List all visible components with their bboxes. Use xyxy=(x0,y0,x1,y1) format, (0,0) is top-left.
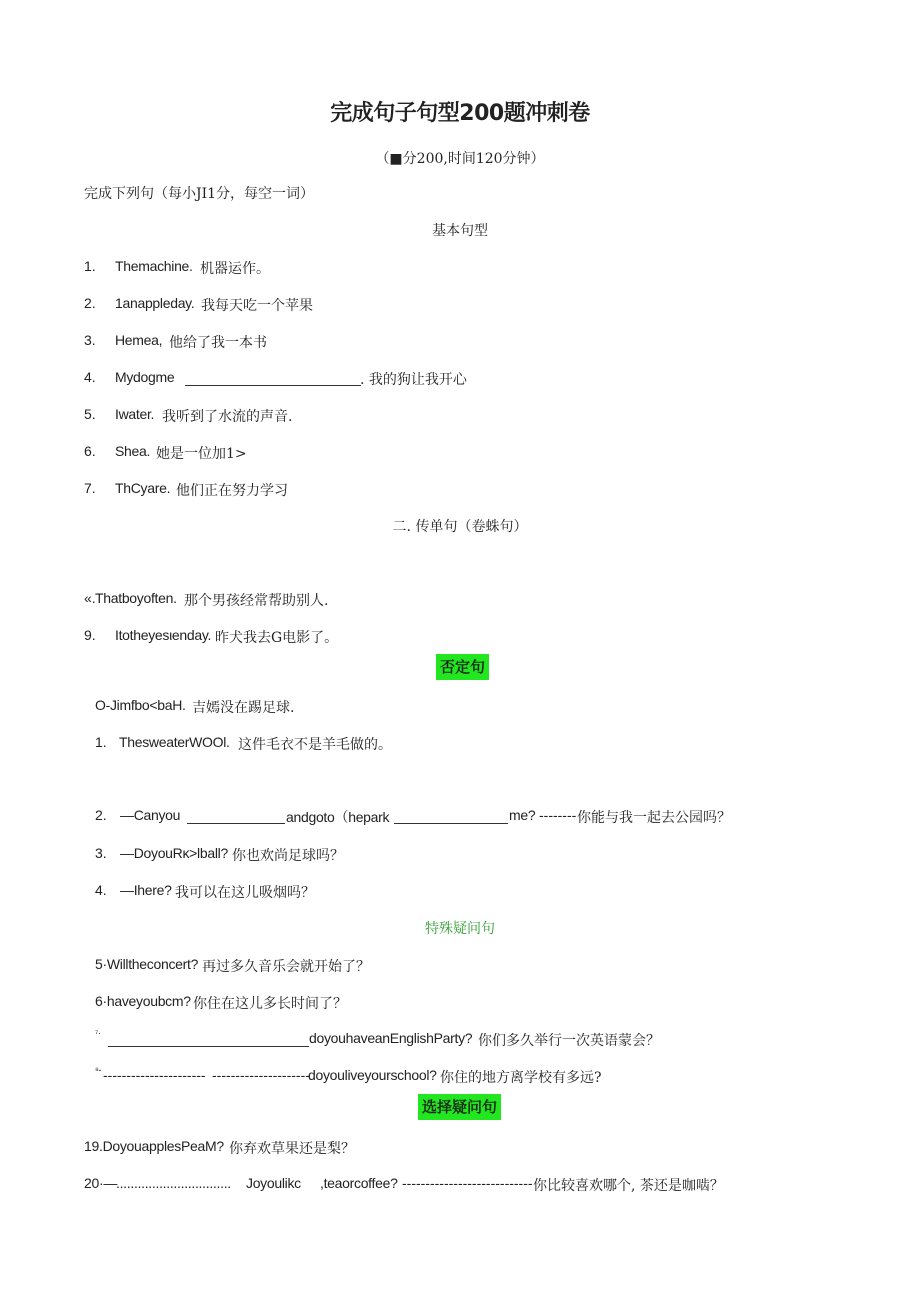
answer-blank[interactable] xyxy=(187,822,285,824)
item-chinese: 他给了我一本书 xyxy=(169,335,267,351)
list-item xyxy=(84,590,329,609)
item-number: 1. xyxy=(95,734,107,750)
item-number: «. xyxy=(84,590,96,606)
item-english: doyouliveyourschool? xyxy=(308,1067,437,1083)
item-number: 3. xyxy=(95,845,107,861)
item-chinese: 你弃欢草果还是梨？ xyxy=(229,1141,355,1157)
item-number: 19. xyxy=(84,1138,103,1154)
item-english: Willtheconcert? xyxy=(106,956,199,972)
item-chinese: 我每天吃一个苹果 xyxy=(201,298,313,314)
item-english: ThesweaterWOOl. xyxy=(119,734,230,750)
item-english: doyouhaveanEnglishParty? xyxy=(309,1030,473,1046)
item-english: Joyoulikc xyxy=(246,1175,301,1191)
item-number: 1. xyxy=(84,258,96,274)
list-item xyxy=(84,443,247,462)
list-item xyxy=(84,1138,355,1157)
item-chinese: 你能与我一起去公园吗？ xyxy=(577,810,731,826)
dash-separator: --------------------- xyxy=(212,1067,310,1083)
item-number: 2. xyxy=(95,807,107,823)
item-english: ThCyare. xyxy=(115,480,171,496)
item-chinese: 我可以在这儿吸烟吗？ xyxy=(175,885,315,901)
list-item xyxy=(84,627,339,646)
item-english: —DoyouRκ>lball? xyxy=(120,845,228,861)
list-item xyxy=(84,258,270,277)
item-chinese: 那个男孩经常帮助别人. xyxy=(184,593,329,609)
list-item xyxy=(95,845,344,864)
page-title: 完成句子句型200题冲刺卷 xyxy=(330,101,590,126)
page-subtitle: （■分200,时间120分钟） xyxy=(375,151,545,167)
item-number: 5. xyxy=(84,406,96,422)
item-english: DoyouapplesPeaM? xyxy=(102,1138,224,1154)
item-number: 7. xyxy=(84,480,96,496)
list-item xyxy=(95,697,295,716)
item-chinese: 再过多久音乐会就开始了？ xyxy=(202,959,370,975)
item-chinese: 他们正在努力学习 xyxy=(176,483,288,499)
item-number: 6· xyxy=(95,993,107,1009)
item-chinese: 机器运作。 xyxy=(200,261,270,277)
item-english: Shea. xyxy=(115,443,151,459)
item-english: me? xyxy=(509,807,536,823)
item-number: 5· xyxy=(95,956,107,972)
item-english: haveyoubcm? xyxy=(106,993,191,1009)
item-number: 6. xyxy=(84,443,96,459)
list-item xyxy=(95,734,392,753)
item-number: 2. xyxy=(84,295,96,311)
item-number: ⁷· xyxy=(95,1028,101,1038)
list-item xyxy=(84,406,293,425)
item-english: —Canyou xyxy=(120,807,181,823)
item-number: 20·— xyxy=(84,1175,118,1191)
item-english: Jimfbo<baH. xyxy=(109,697,186,713)
item-chinese: 我听到了水流的声音. xyxy=(162,409,293,425)
item-chinese: 昨犬我去G电影了。 xyxy=(215,630,339,646)
item-chinese: 吉嫣没在踢足球. xyxy=(192,700,295,716)
item-number: ⁸- xyxy=(95,1065,102,1075)
dash-separator: -------- xyxy=(539,807,577,823)
item-number: 3. xyxy=(84,332,96,348)
item-chinese: 你们多久举行一次英语蒙会？ xyxy=(478,1033,660,1049)
item-english: Iwater. xyxy=(115,406,155,422)
list-item xyxy=(95,807,731,826)
list-item xyxy=(84,332,267,351)
item-chinese: 你也欢尚足球吗？ xyxy=(232,848,344,864)
item-english: ,teaorcoffee? xyxy=(320,1175,398,1191)
item-chinese: 这件毛衣不是羊毛做的。 xyxy=(238,737,392,753)
section-heading-special: 特殊疑问句 xyxy=(425,921,495,937)
dash-separator: ---------------------- xyxy=(103,1067,206,1083)
item-chinese: 你住的地方离学校有多远? xyxy=(440,1070,602,1086)
section-heading-choice: 选择疑问句 xyxy=(418,1094,501,1120)
answer-blank[interactable] xyxy=(185,384,361,386)
answer-blank[interactable] xyxy=(394,822,508,824)
list-item xyxy=(95,956,370,975)
list-item xyxy=(95,993,347,1012)
instruction: 完成下列句（每小JI1分，每空一词） xyxy=(84,186,315,202)
item-english: Itotheyesιenday. xyxy=(115,627,212,643)
item-chinese: 你比较喜欢哪个, 茶还是咖啮？ xyxy=(533,1178,724,1194)
section-heading-negative: 否定句 xyxy=(436,654,489,680)
item-english: Hemea, xyxy=(115,332,163,348)
item-english: Themachine. xyxy=(115,258,193,274)
list-item xyxy=(84,1175,724,1194)
item-chinese: 她是一位加1> xyxy=(156,446,247,462)
item-number: 9. xyxy=(84,627,96,643)
item-number: O- xyxy=(95,697,110,713)
answer-blank[interactable] xyxy=(108,1045,309,1047)
item-english: andgoto（hepark xyxy=(286,809,390,825)
dot-leader: ................................ xyxy=(116,1175,231,1191)
item-english: 1anappleday. xyxy=(115,295,195,311)
list-item xyxy=(84,369,467,388)
section-heading-basic: 基本句型 xyxy=(432,223,488,239)
item-english: Mydogme xyxy=(115,369,175,385)
list-item xyxy=(95,882,315,901)
list-item xyxy=(84,295,313,314)
item-chinese: . 我的狗让我开心 xyxy=(360,372,467,388)
item-number: 4. xyxy=(84,369,96,385)
dash-separator: ---------------------------- xyxy=(402,1175,533,1191)
section-heading-simple: 二. 传单句（卷蛛句） xyxy=(392,519,528,535)
list-item xyxy=(84,480,288,499)
item-number: 4. xyxy=(95,882,107,898)
item-english: —Ihere? xyxy=(120,882,172,898)
item-english: Thatboyoften. xyxy=(95,590,177,606)
item-chinese: 你住在这儿多长时间了？ xyxy=(193,996,347,1012)
